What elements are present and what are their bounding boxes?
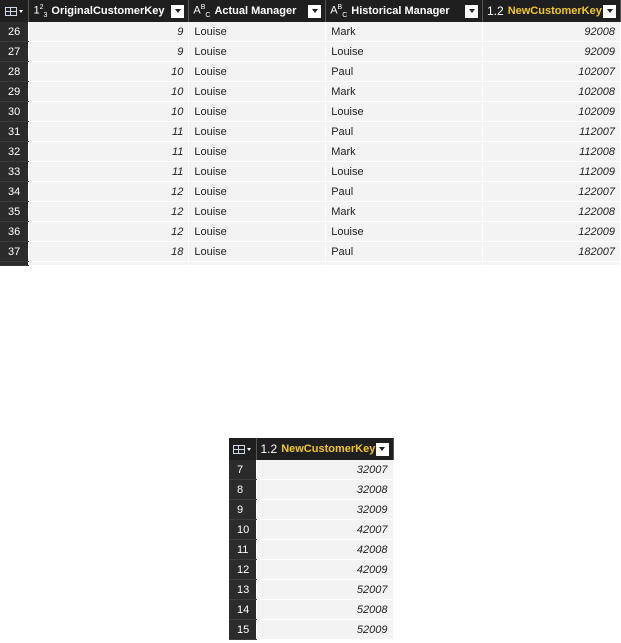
top-data-grid [0,0,621,266]
partial-cell [483,262,621,266]
original-customer-key-cell[interactable]: 12 [29,222,189,242]
original-customer-key-cell[interactable]: 11 [29,142,189,162]
actual-manager-cell[interactable]: Louise [189,202,326,222]
actual-manager-cell[interactable]: Louise [189,82,326,102]
column-name: OriginalCustomerKey [51,5,165,17]
row-index[interactable]: 27 [0,42,29,62]
table-row[interactable] [0,222,621,242]
new-customer-key-cell[interactable]: 102007 [483,62,621,82]
historical-manager-cell[interactable]: Mark [326,82,483,102]
new-customer-key-cell[interactable]: 32009 [256,500,393,520]
historical-manager-cell[interactable]: Paul [326,122,483,142]
new-customer-key-cell[interactable]: 52007 [256,580,393,600]
column-header-historical-manager[interactable] [326,0,483,22]
original-customer-key-cell[interactable]: 9 [29,42,189,62]
historical-manager-cell[interactable]: Mark [326,142,483,162]
historical-manager-cell[interactable]: Mark [326,202,483,222]
original-customer-key-cell[interactable]: 12 [29,182,189,202]
row-index[interactable]: 33 [0,162,29,182]
row-index[interactable]: 13 [229,580,256,600]
new-customer-key-cell[interactable]: 52008 [256,600,393,620]
filter-dropdown-icon[interactable] [376,443,389,456]
actual-manager-cell[interactable]: Louise [189,142,326,162]
table-icon [5,7,17,16]
table-row[interactable] [229,620,393,640]
row-index[interactable]: 35 [0,202,29,222]
row-index[interactable]: 30 [0,102,29,122]
table-row[interactable] [229,520,393,540]
decimal-type-icon[interactable]: 1.2 [260,442,278,456]
table-row[interactable] [229,540,393,560]
row-index[interactable]: 28 [0,62,29,82]
historical-manager-cell[interactable]: Louise [326,222,483,242]
original-customer-key-cell[interactable]: 11 [29,122,189,142]
row-index[interactable]: 9 [229,500,256,520]
new-customer-key-cell[interactable]: 122009 [483,222,621,242]
table-menu-button[interactable] [0,0,29,22]
column-name: Actual Manager [214,5,297,17]
filter-dropdown-icon[interactable] [603,5,616,18]
filter-dropdown-icon[interactable] [171,5,184,18]
column-name: NewCustomerKey [507,5,602,17]
column-header-row [229,438,393,460]
original-customer-key-cell[interactable]: 12 [29,202,189,222]
table-row[interactable] [0,42,621,62]
row-index[interactable]: 14 [229,600,256,620]
new-customer-key-cell[interactable]: 122007 [483,182,621,202]
new-customer-key-cell[interactable]: 52009 [256,620,393,640]
table-row[interactable] [229,500,393,520]
original-customer-key-cell[interactable]: 11 [29,162,189,182]
table-row[interactable] [0,162,621,182]
row-index[interactable]: 37 [0,242,29,262]
whole-number-type-icon[interactable]: $1^2_3$ [33,3,48,19]
table-row[interactable] [229,560,393,580]
historical-manager-cell[interactable]: Paul [326,242,483,262]
actual-manager-cell[interactable]: Louise [189,102,326,122]
row-index[interactable]: 29 [0,82,29,102]
actual-manager-cell[interactable]: Louise [189,182,326,202]
table-icon [233,445,245,454]
partial-cell [326,262,483,266]
table-row[interactable] [0,102,621,122]
historical-manager-cell[interactable]: Louise [326,42,483,62]
row-index[interactable]: 11 [229,540,256,560]
original-customer-key-cell[interactable]: 18 [29,242,189,262]
new-customer-key-cell[interactable]: 32007 [256,460,393,480]
table-row[interactable] [0,122,621,142]
new-customer-key-cell[interactable]: 92008 [483,22,621,42]
column-header-actual-manager[interactable] [189,0,326,22]
actual-manager-cell[interactable]: Louise [189,122,326,142]
table-row[interactable] [0,62,621,82]
new-customer-key-cell[interactable]: 42007 [256,520,393,540]
partial-cell [29,262,189,266]
actual-manager-cell[interactable]: Louise [189,162,326,182]
table-row[interactable] [229,600,393,620]
caret-down-icon [247,448,251,451]
table-row[interactable] [0,242,621,262]
partial-cell [0,262,29,266]
new-customer-key-cell[interactable]: 112009 [483,162,621,182]
column-header-new-customer-key[interactable] [256,438,393,460]
table-row[interactable] [0,182,621,202]
table-row[interactable] [0,142,621,162]
new-customer-key-cell[interactable]: 112008 [483,142,621,162]
new-customer-key-cell[interactable]: 32008 [256,480,393,500]
decimal-type-icon[interactable]: 1.2 [487,4,504,18]
filter-dropdown-icon[interactable] [308,5,321,18]
table-row[interactable] [0,82,621,102]
actual-manager-cell[interactable]: Louise [189,222,326,242]
text-type-icon[interactable]: $A^B_C$ [193,3,211,19]
column-header-original-customer-key[interactable] [29,0,189,22]
partial-cell [189,262,326,266]
actual-manager-cell[interactable]: Louise [189,242,326,262]
original-customer-key-cell[interactable]: 10 [29,62,189,82]
new-customer-key-cell[interactable]: 182007 [483,242,621,262]
bottom-data-grid [229,438,394,640]
historical-manager-cell[interactable]: Paul [326,62,483,82]
column-name: NewCustomerKey [281,443,376,455]
row-index[interactable]: 8 [229,480,256,500]
original-customer-key-cell[interactable]: 10 [29,102,189,122]
new-customer-key-cell[interactable]: 42008 [256,540,393,560]
table-row-partial [0,262,621,266]
table-row[interactable] [229,460,393,480]
table-row[interactable] [0,22,621,42]
row-index[interactable]: 26 [0,22,29,42]
text-type-icon[interactable]: $A^B_C$ [330,3,348,19]
historical-manager-cell[interactable]: Paul [326,182,483,202]
table-row[interactable] [229,580,393,600]
historical-manager-cell[interactable]: Mark [326,22,483,42]
row-index[interactable]: 7 [229,460,256,480]
new-customer-key-cell[interactable]: 112007 [483,122,621,142]
new-customer-key-cell[interactable]: 42009 [256,560,393,580]
table-row[interactable] [0,202,621,222]
actual-manager-cell[interactable]: Louise [189,22,326,42]
new-customer-key-cell[interactable]: 102009 [483,102,621,122]
caret-down-icon [19,10,23,13]
filter-dropdown-icon[interactable] [465,5,478,18]
original-customer-key-cell[interactable]: 10 [29,82,189,102]
row-index[interactable]: 10 [229,520,256,540]
original-customer-key-cell[interactable]: 9 [29,22,189,42]
column-header-new-customer-key[interactable] [483,0,621,22]
actual-manager-cell[interactable]: Louise [189,42,326,62]
row-index[interactable]: 32 [0,142,29,162]
row-index[interactable]: 12 [229,560,256,580]
table-row[interactable] [229,480,393,500]
new-customer-key-cell[interactable]: 102008 [483,82,621,102]
row-index[interactable]: 31 [0,122,29,142]
table-menu-button[interactable] [229,438,256,460]
historical-manager-cell[interactable]: Louise [326,102,483,122]
column-header-row [0,0,621,22]
row-index[interactable]: 36 [0,222,29,242]
actual-manager-cell[interactable]: Louise [189,62,326,82]
row-index[interactable]: 34 [0,182,29,202]
row-index[interactable]: 15 [229,620,256,640]
new-customer-key-cell[interactable]: 92009 [483,42,621,62]
new-customer-key-cell[interactable]: 122008 [483,202,621,222]
column-name: Historical Manager [351,5,450,17]
historical-manager-cell[interactable]: Louise [326,162,483,182]
